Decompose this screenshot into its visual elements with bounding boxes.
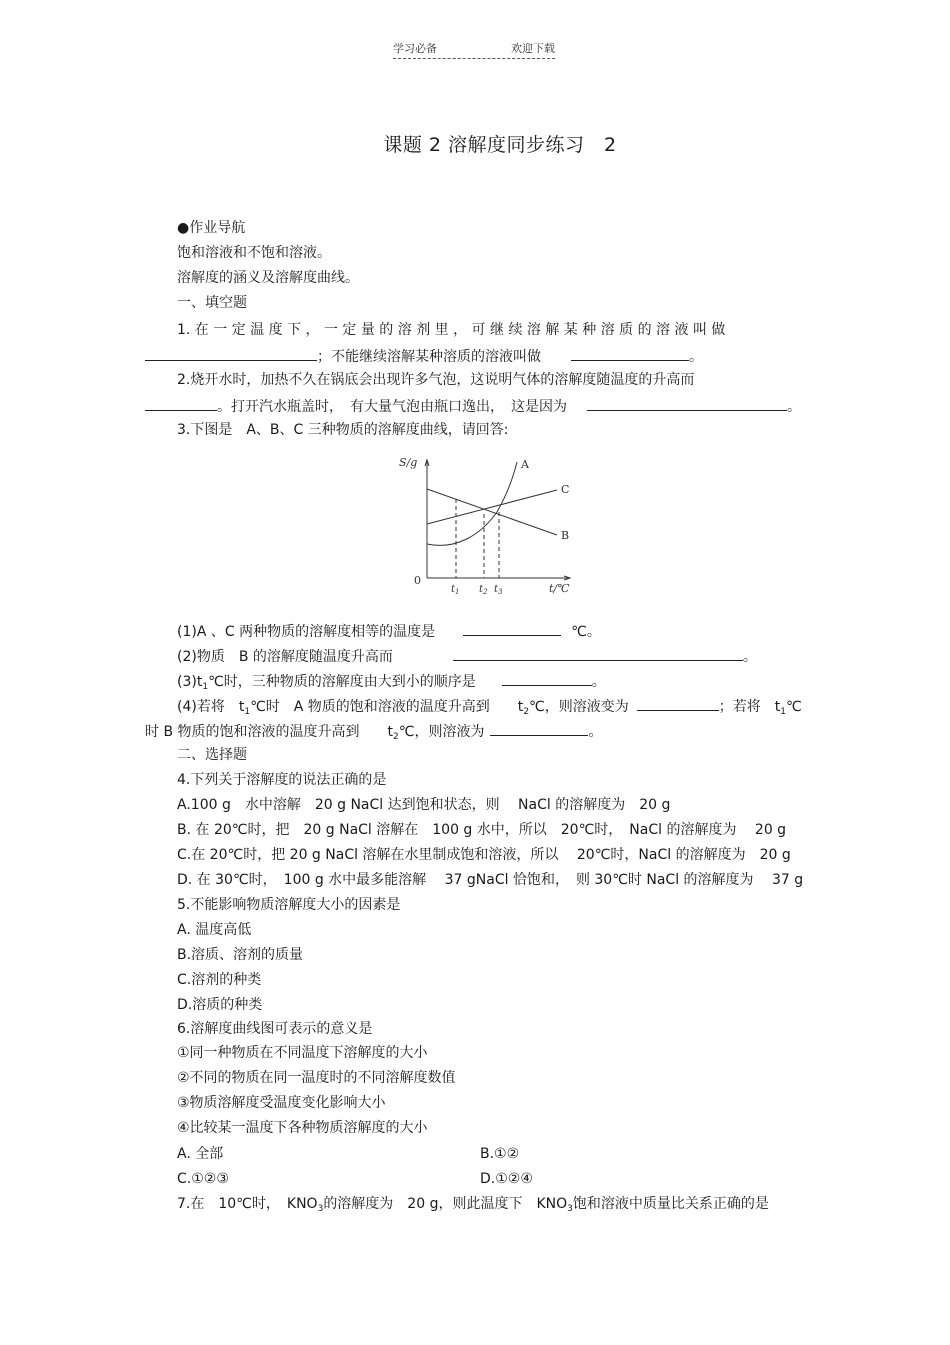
- q6-option-d: D.①②④: [480, 1171, 533, 1187]
- answer-blank[interactable]: [463, 621, 561, 636]
- header-left: 学习必备: [393, 42, 437, 55]
- answer-blank[interactable]: [145, 396, 217, 411]
- curve-label-b: B: [561, 529, 570, 542]
- q5-option-a: A. 温度高低: [177, 922, 252, 938]
- q5-option-c: C.溶剂的种类: [177, 972, 262, 988]
- q6-statement: ①同一种物质在不同温度下溶解度的大小: [177, 1045, 428, 1061]
- tick-t2: $t_2$: [479, 584, 488, 596]
- origin-label: 0: [414, 574, 421, 587]
- solubility-curve-chart: [395, 452, 585, 600]
- q3-part4: (4)若将 $t_1℃$时 A 物质的饱和溶液的温度升高到 $t_2℃$，则溶液变为 ；若将 $t_1℃$: [177, 696, 802, 716]
- q6-statement: ②不同的物质在同一温度时的不同溶解度数值: [177, 1070, 456, 1086]
- q6-statement: ④比较某一温度下各种物质溶解度的大小: [177, 1120, 428, 1136]
- answer-blank[interactable]: [571, 346, 689, 361]
- answer-blank[interactable]: [490, 721, 588, 736]
- page-header: [393, 40, 555, 59]
- q2-line2: 。打开汽水瓶盖时， 有大量气泡由瓶口逸出， 这是因为 。: [145, 396, 801, 416]
- q4-stem: 4.下列关于溶解度的说法正确的是: [177, 772, 387, 788]
- q5-option-d: D.溶质的种类: [177, 997, 263, 1013]
- q1-line2: ；不能继续溶解某种溶质的溶液叫做 。: [145, 346, 703, 366]
- q1-line1: 1. 在 一 定 温 度 下 ， 一 定 量 的 溶 剂 里 ， 可 继 续 溶 解 某 种 溶 质 的 溶 液 叫 做: [177, 322, 726, 338]
- q7-stem: 7.在 10℃时， $KNO_3$的溶解度为 20 g，则此温度下 $KNO_3$饱和溶液中质量比关系正确的是: [177, 1196, 769, 1214]
- section-heading: 一、填空题: [177, 295, 247, 311]
- answer-blank[interactable]: [145, 346, 317, 361]
- curve-b: [427, 489, 557, 535]
- y-axis-label: S/g: [399, 456, 418, 469]
- q4-option-b: B. 在 20℃时，把 20 g NaCl 溶解在 100 g 水中，所以 20℃时， NaCl 的溶解度为 20 g: [177, 822, 787, 838]
- q4-option-a: A.100 g 水中溶解 20 g NaCl 达到饱和状态，则 NaCl 的溶解度为 20 g: [177, 797, 671, 813]
- q6-option-a: A. 全部: [177, 1146, 224, 1162]
- answer-blank[interactable]: [502, 671, 592, 686]
- q5-stem: 5.不能影响物质溶解度大小的因素是: [177, 897, 401, 913]
- q3-part1: (1)A 、C 两种物质的溶解度相等的温度是 ℃。: [177, 621, 601, 641]
- q4-option-c: C.在 20℃时，把 20 g NaCl 溶解在水里制成饱和溶液，所以 20℃时，NaCl 的溶解度为 20 g: [177, 847, 791, 863]
- answer-blank[interactable]: [453, 646, 743, 661]
- tick-t1: $t_1$: [451, 584, 460, 596]
- answer-blank[interactable]: [637, 696, 719, 711]
- q6-stem: 6.溶解度曲线图可表示的意义是: [177, 1021, 373, 1037]
- page-title: 课题 2 溶解度同步练习 2: [383, 134, 617, 156]
- q3-part3: $(3)t_1℃$时，三种物质的溶解度由大到小的顺序是 。: [177, 671, 606, 691]
- header-right: 欢迎下载: [511, 42, 555, 55]
- q6-option-c: C.①②③: [177, 1171, 229, 1187]
- q2-line1: 2.烧开水时，加热不久在锅底会出现许多气泡，这说明气体的溶解度随温度的升高而: [177, 372, 695, 388]
- nav-item: 溶解度的涵义及溶解度曲线。: [177, 270, 359, 286]
- q3-part4-cont: 时 B 物质的饱和溶液的温度升高到 $t_2℃$，则溶液为 。: [145, 721, 602, 741]
- answer-blank[interactable]: [587, 396, 787, 411]
- q3-stem: 3.下图是 A、B、C 三种物质的溶解度曲线，请回答:: [177, 422, 509, 438]
- curve-label-a: A: [521, 458, 529, 471]
- q5-option-b: B.溶质、溶剂的质量: [177, 947, 304, 963]
- q4-option-d: D. 在 30℃时， 100 g 水中最多能溶解 37 gNaCl 恰饱和， 则 30℃时 NaCl 的溶解度为 37 g: [177, 872, 804, 888]
- curve-label-c: C: [561, 483, 570, 496]
- tick-t3: $t_3$: [494, 584, 503, 596]
- x-axis-label: t/℃: [549, 582, 570, 595]
- nav-item: 饱和溶液和不饱和溶液。: [177, 245, 331, 261]
- q6-option-b: B.①②: [480, 1146, 520, 1162]
- q3-part2: (2)物质 B 的溶解度随温度升高而 。: [177, 646, 757, 666]
- q6-statement: ③物质溶解度受温度变化影响大小: [177, 1095, 386, 1111]
- nav-heading: ●作业导航: [177, 220, 246, 236]
- section-heading: 二、选择题: [177, 747, 247, 763]
